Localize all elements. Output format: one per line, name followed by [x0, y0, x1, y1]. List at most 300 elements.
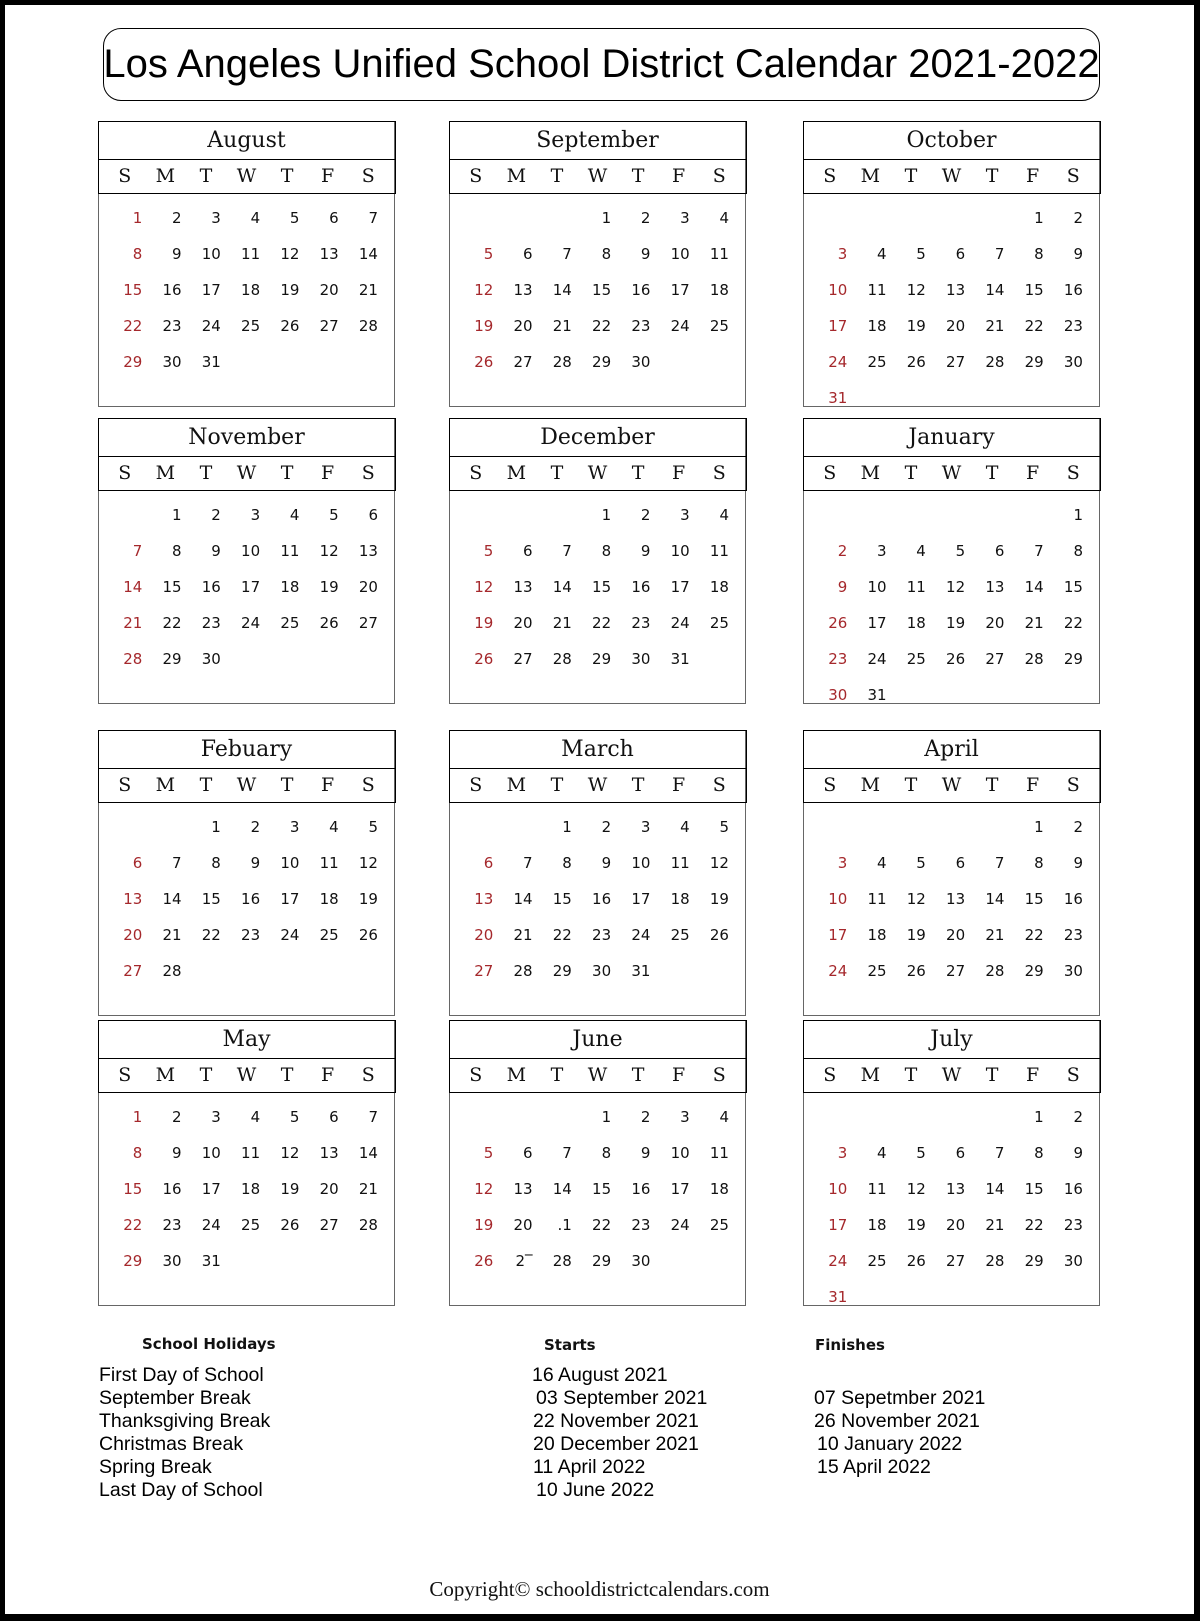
day-cell: 31 — [828, 1287, 848, 1306]
day-cell: 7 — [562, 541, 572, 560]
day-cell: 2 — [250, 817, 261, 836]
day-cell: 26 — [474, 649, 494, 668]
day-cell: 15 — [1024, 1179, 1044, 1198]
day-cell: 23 — [631, 1215, 651, 1234]
weekday-label: S — [823, 462, 837, 484]
day-cell: 30 — [592, 961, 612, 980]
day-cell: 15 — [592, 1179, 612, 1198]
month-calendar-june — [449, 1020, 746, 1306]
weekday-label: T — [631, 462, 645, 484]
empty-cell — [814, 200, 853, 236]
day-cell: 27 — [474, 961, 494, 980]
weekday-label: W — [236, 462, 257, 484]
copyright: Copyright© schooldistrictcalendars.com — [429, 1577, 770, 1601]
day-cell: 3 — [211, 1107, 221, 1126]
day-cell: 11 — [670, 853, 690, 872]
finish-date: 15 April 2022 — [817, 1456, 931, 1478]
day-cell: 18 — [906, 613, 926, 632]
day-cell: 19 — [280, 1179, 300, 1198]
month-calendar-october — [803, 121, 1100, 407]
day-cell: 11 — [867, 280, 887, 299]
weekday-label: T — [280, 165, 294, 187]
empty-cell — [932, 809, 971, 845]
day-cell: 11 — [709, 1143, 729, 1162]
day-cell: 29 — [123, 1251, 143, 1270]
holiday-name: Thanksgiving Break — [99, 1410, 271, 1432]
day-cell: 18 — [709, 1179, 729, 1198]
day-cell: 13 — [513, 577, 533, 596]
day-cell: 19 — [358, 889, 378, 908]
day-cell: 15 — [552, 889, 572, 908]
weekday-label: W — [587, 462, 608, 484]
day-cell: 9 — [1073, 244, 1083, 263]
weekday-label: S — [823, 165, 837, 187]
day-cell: 11 — [867, 889, 887, 908]
day-cell: 8 — [1034, 244, 1044, 263]
day-cell: 4 — [329, 817, 339, 836]
weekday-label: T — [904, 1064, 918, 1086]
day-cell: 3 — [837, 244, 848, 263]
day-cell: 7 — [132, 541, 143, 560]
day-cell: 31 — [201, 1251, 221, 1270]
holiday-name: Last Day of School — [99, 1479, 263, 1501]
day-cell: 29 — [1024, 1251, 1044, 1270]
day-cell: 6 — [329, 208, 339, 227]
day-cell: 30 — [201, 649, 221, 668]
day-cell: 27 — [319, 316, 339, 335]
weekday-label: W — [236, 165, 257, 187]
month-name: November — [98, 418, 396, 457]
day-cell: 17 — [201, 280, 221, 299]
day-cell: 16 — [1063, 1179, 1083, 1198]
month-calendar-august — [98, 121, 395, 407]
day-cell: 25 — [867, 352, 887, 371]
day-cell: 12 — [474, 1179, 494, 1198]
day-cell: 17 — [241, 577, 261, 596]
day-cell: 14 — [358, 244, 378, 263]
day-cell: .1 — [557, 1215, 572, 1234]
day-cell: 23 — [828, 649, 848, 668]
month-name: Febuary — [98, 730, 396, 769]
month-name: January — [803, 418, 1101, 457]
day-cell: 10 — [670, 1143, 690, 1162]
day-cell: 19 — [906, 1215, 926, 1234]
day-cell: 3 — [680, 1107, 690, 1126]
day-cell: 15 — [1024, 889, 1044, 908]
day-cell: 16 — [1063, 280, 1083, 299]
day-cell: 7 — [994, 244, 1005, 263]
weekday-label: S — [1066, 774, 1080, 796]
day-cell: 20 — [946, 1215, 966, 1234]
day-cell: 1 — [1034, 208, 1044, 227]
day-cell: 29 — [552, 961, 572, 980]
weekday-label: S — [712, 462, 726, 484]
day-cell: 4 — [877, 853, 887, 872]
finishes-header: Finishes — [815, 1336, 885, 1354]
day-cell: 14 — [513, 889, 533, 908]
day-cell: 9 — [1073, 1143, 1083, 1162]
empty-cell — [460, 497, 499, 533]
day-cell: 18 — [241, 1179, 261, 1198]
day-cell: 21 — [552, 613, 572, 632]
holiday-name: Spring Break — [99, 1456, 212, 1478]
holiday-name: September Break — [99, 1387, 251, 1409]
day-cell: 21 — [985, 316, 1005, 335]
month-calendar-may — [98, 1020, 395, 1306]
empty-cell — [499, 809, 538, 845]
day-cell: 5 — [289, 1107, 300, 1126]
weekday-label: F — [1026, 165, 1040, 187]
day-cell: 21 — [985, 1215, 1005, 1234]
day-cell: 22 — [1024, 925, 1044, 944]
weekday-header-row — [449, 1059, 747, 1093]
day-cell: 12 — [358, 853, 378, 872]
day-cell: 8 — [601, 541, 612, 560]
weekday-label: M — [155, 462, 176, 484]
day-cell: 17 — [828, 1215, 848, 1234]
day-cell: 1 — [601, 1107, 612, 1126]
weekday-header-row — [98, 1059, 396, 1093]
month-calendar-febuary — [98, 730, 395, 1016]
day-cell: 27 — [123, 961, 143, 980]
day-cell: 12 — [906, 889, 926, 908]
empty-cell — [971, 497, 1010, 533]
weekday-header-row — [98, 769, 396, 803]
empty-cell — [814, 809, 853, 845]
empty-cell — [499, 497, 538, 533]
day-cell: 24 — [828, 352, 848, 371]
day-cell: 14 — [358, 1143, 378, 1162]
day-cell: 4 — [916, 541, 926, 560]
day-cell: 5 — [483, 1143, 494, 1162]
day-cell: 9 — [640, 1143, 651, 1162]
day-grid — [99, 803, 394, 989]
day-cell: 24 — [201, 316, 221, 335]
day-cell: 17 — [828, 316, 848, 335]
day-cell: 26 — [709, 925, 729, 944]
day-cell: 8 — [601, 1143, 612, 1162]
weekday-label: F — [321, 462, 335, 484]
day-cell: 27 — [946, 1251, 966, 1270]
day-cell: 28 — [1024, 649, 1044, 668]
day-cell: 3 — [289, 817, 300, 836]
day-cell: 8 — [132, 1143, 143, 1162]
weekday-label: W — [587, 165, 608, 187]
empty-cell — [814, 1099, 853, 1135]
day-cell: 5 — [955, 541, 966, 560]
day-cell: 30 — [631, 1251, 651, 1270]
weekday-label: F — [321, 1064, 335, 1086]
day-cell: 4 — [719, 505, 729, 524]
day-cell: 15 — [123, 280, 143, 299]
month-calendar-march — [449, 730, 746, 1016]
day-cell: 14 — [552, 577, 572, 596]
day-cell: 19 — [946, 613, 966, 632]
day-cell: 12 — [474, 280, 494, 299]
day-cell: 20 — [946, 925, 966, 944]
start-date: 22 November 2021 — [533, 1410, 699, 1432]
day-cell: 4 — [719, 1107, 729, 1126]
calendar-page — [5, 5, 1194, 1614]
day-cell: 24 — [241, 613, 261, 632]
weekday-label: W — [587, 1064, 608, 1086]
weekday-label: T — [904, 774, 918, 796]
day-cell: 22 — [592, 613, 612, 632]
weekday-label: W — [587, 774, 608, 796]
day-cell: 13 — [319, 1143, 339, 1162]
empty-cell — [148, 809, 187, 845]
weekday-label: F — [672, 1064, 686, 1086]
day-cell: 24 — [670, 316, 690, 335]
day-cell: 17 — [201, 1179, 221, 1198]
day-cell: 11 — [867, 1179, 887, 1198]
weekday-label: F — [672, 165, 686, 187]
day-cell: 4 — [877, 1143, 887, 1162]
empty-cell — [460, 1099, 499, 1135]
empty-cell — [971, 200, 1010, 236]
day-cell: 27 — [946, 961, 966, 980]
empty-cell — [499, 200, 538, 236]
day-cell: 23 — [162, 316, 182, 335]
day-cell: 23 — [631, 316, 651, 335]
day-cell: 5 — [483, 244, 494, 263]
empty-cell — [499, 1099, 538, 1135]
weekday-label: S — [118, 165, 132, 187]
day-cell: 13 — [946, 1179, 966, 1198]
weekday-header-row — [449, 160, 747, 194]
weekday-header-row — [449, 769, 747, 803]
day-cell: 29 — [1024, 961, 1044, 980]
day-cell: 26 — [906, 352, 926, 371]
day-cell: 7 — [172, 853, 182, 872]
day-cell: 28 — [985, 961, 1005, 980]
day-cell: 2 — [1073, 817, 1083, 836]
weekday-label: T — [550, 165, 564, 187]
weekday-label: S — [712, 1064, 726, 1086]
day-cell: 26 — [828, 613, 848, 632]
month-name: December — [449, 418, 747, 457]
day-cell: 17 — [867, 613, 887, 632]
day-cell: 22 — [123, 1215, 143, 1234]
month-calendar-april — [803, 730, 1100, 1016]
holiday-starts — [532, 1364, 707, 1502]
empty-cell — [539, 200, 578, 236]
day-cell: 9 — [1073, 853, 1083, 872]
day-cell: 6 — [955, 853, 966, 872]
weekday-label: F — [321, 165, 335, 187]
day-cell: 5 — [916, 1143, 926, 1162]
weekday-label: S — [361, 1064, 375, 1086]
day-cell: 1 — [1034, 817, 1044, 836]
day-cell: 11 — [280, 541, 300, 560]
day-cell: 11 — [709, 541, 729, 560]
day-cell: 15 — [123, 1179, 143, 1198]
day-cell: 13 — [985, 577, 1005, 596]
day-cell: 29 — [162, 649, 182, 668]
weekday-label: T — [904, 462, 918, 484]
day-cell: 18 — [867, 925, 887, 944]
day-grid — [450, 194, 745, 380]
day-cell: 10 — [670, 244, 690, 263]
day-cell: 29 — [123, 352, 143, 371]
day-cell: 27 — [513, 352, 533, 371]
day-cell: 14 — [985, 1179, 1005, 1198]
day-cell: 9 — [172, 244, 182, 263]
weekday-label: T — [199, 1064, 213, 1086]
weekday-header-row — [98, 457, 396, 491]
day-cell: 6 — [523, 244, 533, 263]
day-cell: 24 — [828, 961, 848, 980]
holiday-name: First Day of School — [99, 1364, 264, 1386]
weekday-label: S — [1066, 462, 1080, 484]
weekday-label: F — [1026, 774, 1040, 796]
day-cell: 12 — [946, 577, 966, 596]
weekday-label: T — [199, 774, 213, 796]
day-cell: 18 — [670, 889, 690, 908]
weekday-label: S — [118, 774, 132, 796]
day-cell: 17 — [280, 889, 300, 908]
day-cell: 15 — [1063, 577, 1083, 596]
day-cell: 2 — [640, 505, 651, 524]
day-cell: 10 — [828, 1179, 848, 1198]
day-cell: 25 — [280, 613, 300, 632]
day-cell: 25 — [670, 925, 690, 944]
day-cell: 13 — [946, 889, 966, 908]
day-cell: 4 — [250, 208, 261, 227]
weekday-header-row — [803, 1059, 1101, 1093]
day-cell: 25 — [709, 613, 729, 632]
weekday-label: F — [672, 462, 686, 484]
day-cell: 23 — [162, 1215, 182, 1234]
month-name: June — [449, 1020, 747, 1059]
day-cell: 1 — [132, 1107, 143, 1126]
day-cell: 22 — [1024, 316, 1044, 335]
day-cell: 19 — [474, 316, 494, 335]
weekday-label: M — [506, 165, 527, 187]
day-cell: 3 — [877, 541, 887, 560]
day-cell: 8 — [211, 853, 221, 872]
day-cell: 1 — [601, 208, 612, 227]
weekday-label: S — [823, 774, 837, 796]
weekday-label: S — [469, 462, 483, 484]
weekday-label: T — [631, 165, 645, 187]
day-cell: 3 — [680, 505, 690, 524]
day-grid — [450, 1093, 745, 1279]
day-cell: 21 — [162, 925, 182, 944]
day-cell: 16 — [162, 280, 182, 299]
weekday-label: T — [280, 462, 294, 484]
day-cell: 28 — [552, 649, 572, 668]
day-cell: 21 — [1024, 613, 1044, 632]
day-cell: 3 — [640, 817, 651, 836]
day-cell: 12 — [906, 280, 926, 299]
day-cell: 11 — [906, 577, 926, 596]
day-cell: 23 — [1063, 925, 1083, 944]
day-cell: 24 — [201, 1215, 221, 1234]
empty-cell — [853, 809, 892, 845]
weekday-label: T — [199, 462, 213, 484]
weekday-label: M — [506, 774, 527, 796]
day-cell: 19 — [906, 925, 926, 944]
day-cell: 24 — [670, 613, 690, 632]
day-cell: 23 — [1063, 316, 1083, 335]
day-cell: 2 — [172, 1107, 182, 1126]
empty-cell — [460, 200, 499, 236]
day-cell: 12 — [709, 853, 729, 872]
weekday-label: F — [672, 774, 686, 796]
weekday-label: S — [469, 774, 483, 796]
day-cell: 10 — [828, 889, 848, 908]
day-cell: 22 — [123, 316, 143, 335]
weekday-label: S — [823, 1064, 837, 1086]
day-cell: 16 — [592, 889, 612, 908]
day-cell: 29 — [592, 352, 612, 371]
day-cell: 10 — [201, 244, 221, 263]
weekday-label: M — [860, 462, 881, 484]
finish-date — [814, 1479, 985, 1502]
day-cell: 22 — [592, 316, 612, 335]
day-cell: 1 — [1073, 505, 1083, 524]
day-cell: 11 — [319, 853, 339, 872]
day-cell: 28 — [162, 961, 182, 980]
day-cell: 2‾ — [515, 1251, 533, 1270]
weekday-label: S — [469, 165, 483, 187]
day-cell: 15 — [592, 577, 612, 596]
month-name: October — [803, 121, 1101, 160]
weekday-label: W — [941, 1064, 962, 1086]
weekday-header-row — [803, 160, 1101, 194]
day-cell: 24 — [828, 1251, 848, 1270]
empty-cell — [814, 497, 853, 533]
day-cell: 12 — [474, 577, 494, 596]
weekday-label: T — [985, 165, 999, 187]
day-cell: 3 — [211, 208, 221, 227]
month-calendar-november — [98, 418, 395, 704]
day-cell: 19 — [709, 889, 729, 908]
empty-cell — [893, 1099, 932, 1135]
weekday-label: S — [118, 1064, 132, 1086]
day-cell: 8 — [1034, 853, 1044, 872]
day-cell: 17 — [670, 280, 690, 299]
month-calendar-september — [449, 121, 746, 407]
day-cell: 17 — [828, 925, 848, 944]
weekday-label: F — [1026, 462, 1040, 484]
day-cell: 4 — [719, 208, 729, 227]
day-cell: 26 — [280, 1215, 300, 1234]
day-cell: 21 — [513, 925, 533, 944]
day-cell: 28 — [985, 352, 1005, 371]
day-cell: 7 — [368, 208, 378, 227]
day-grid — [804, 803, 1099, 989]
day-cell: 24 — [631, 925, 651, 944]
day-cell: 2 — [601, 817, 612, 836]
day-cell: 31 — [828, 388, 848, 407]
day-cell: 9 — [250, 853, 261, 872]
weekday-header-row — [449, 457, 747, 491]
day-cell: 22 — [162, 613, 182, 632]
weekday-label: T — [904, 165, 918, 187]
weekday-label: W — [236, 1064, 257, 1086]
finish-date: 26 November 2021 — [814, 1410, 980, 1432]
day-cell: 2 — [640, 208, 651, 227]
day-cell: 29 — [1063, 649, 1083, 668]
weekday-label: T — [985, 774, 999, 796]
day-cell: 25 — [709, 316, 729, 335]
day-cell: 12 — [319, 541, 339, 560]
day-cell: 20 — [319, 280, 339, 299]
day-cell: 20 — [513, 316, 533, 335]
day-cell: 18 — [319, 889, 339, 908]
